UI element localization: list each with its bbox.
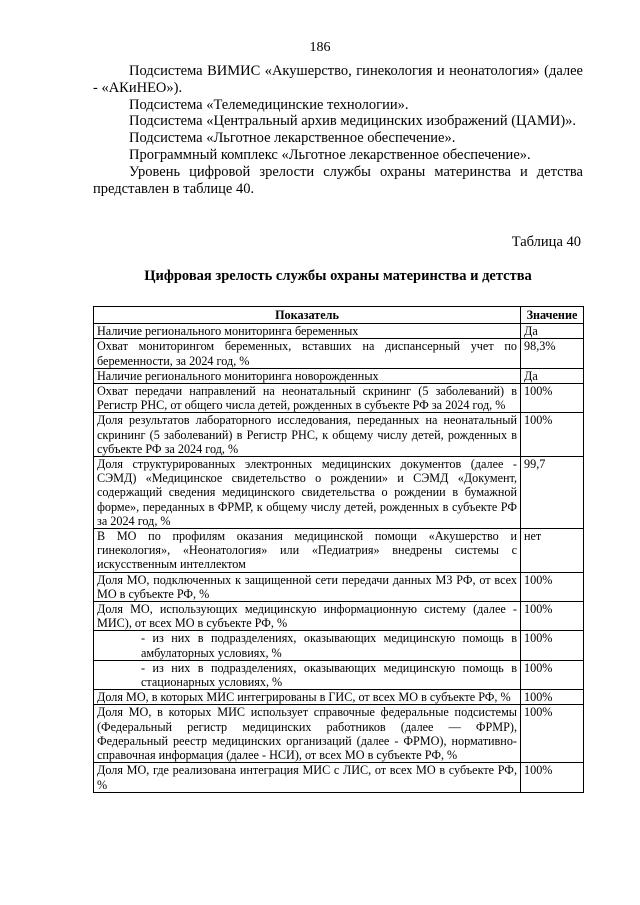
table-row [94,602,584,631]
indicator-text: Доля МО, в которых МИС использует справочные федеральные подсистемы (Федеральный регистр медицинских работников (далее — ФРМР), Федеральный реестр медицинских организаций (далее - ФРМО), нормативно-справочная информация (далее - НСИ), от всех МО в субъекте РФ, % [97,705,517,763]
value-cell: нет [521,529,584,573]
table-row [94,384,584,413]
value-cell: 100% [521,690,584,705]
indicator-cell [94,324,521,339]
indicator-text: - из них в подразделениях, оказывающих медицинскую помощь в стационарных условиях, % [141,660,517,690]
value-cell: 100% [521,413,584,457]
table-row [94,631,584,660]
column-header-value: Значение [521,307,584,324]
table-row [94,690,584,705]
value-cell: 100% [521,763,584,792]
indicator-text: Доля МО, где реализована интеграция МИС с ЛИС, от всех МО в субъекте РФ, % [97,763,517,792]
table-row [94,572,584,601]
indicator-cell [94,660,521,689]
paragraph: Подсистема «Телемедицинские технологии». [129,96,409,113]
indicator-text: Наличие регионального мониторинга новорожденных [97,368,379,383]
indicator-text: В МО по профилям оказания медицинской помощи «Акушерство и гинекология», «Неонатология» или «Педиатрия» внедрены системы с искусственным интеллектом [97,529,517,572]
indicator-cell [94,413,521,457]
page-number: 186 [309,40,331,55]
indicator-cell [94,705,521,763]
indicator-cell [94,602,521,631]
indicator-text: Доля структурированных электронных медицинских документов (далее - СЭМД) «Медицинское свидетельство о рождении» и СЭМД «Документ, содержащий сведения медицинского свидетельства о рождении в бумажной форме», переданных в ФРМР, к общему числу детей, рожденных в субъекте РФ за 2024 год, % [97,457,517,528]
value-cell: 100% [521,631,584,660]
paragraph: Программный комплекс «Льготное лекарственное обеспечение». [129,146,531,163]
intro-text [93,63,583,197]
indicator-text: Наличие регионального мониторинга беременных [97,324,359,339]
value-cell: 100% [521,705,584,763]
indicator-text: Доля МО, подключенных к защищенной сети передачи данных МЗ РФ, от всех МО в субъекте РФ, % [97,572,517,601]
table-body [94,324,584,793]
value-cell: 100% [521,384,584,413]
value-cell: 98,3% [521,339,584,368]
indicator-cell [94,631,521,660]
indicator-cell [94,572,521,601]
value-cell: 100% [521,572,584,601]
table-row [94,413,584,457]
indicator-text: Доля результатов лабораторного исследования, переданных на неонатальный скрининг (5 заболеваний) в Регистр РНС, к общему числу детей, рожденных в субъекте РФ за 2024 год, % [97,413,517,456]
indicator-cell [94,763,521,792]
value-cell: Да [521,368,584,383]
indicator-text: Охват передачи направлений на неонатальный скрининг (5 заболеваний) в Регистр РНС, от общего числа детей, рожденных в субъекте РФ за 2024 год, % [97,384,517,413]
paragraph: Подсистема ВИМИС «Акушерство, гинекология и неонатология» (далее - «АКиНЕО»). [93,63,583,96]
value-cell: 100% [521,660,584,689]
table-caption: Таблица 40 [511,234,581,250]
table-row [94,457,584,529]
table-row [94,368,584,383]
indicator-cell [94,368,521,383]
value-cell: Да [521,324,584,339]
table-row [94,660,584,689]
table-row [94,763,584,792]
value-cell: 100% [521,602,584,631]
value-cell: 99,7 [521,457,584,529]
table-title: Цифровая зрелость службы охраны материнства и детства [144,268,532,284]
column-header-indicator: Показатель [94,307,521,324]
table-row [94,324,584,339]
indicator-cell [94,529,521,573]
indicator-text: Доля МО, в которых МИС интегрированы в ГИС, от всех МО в субъекте РФ, % [97,690,511,705]
maturity-table [93,306,584,793]
indicator-cell [94,384,521,413]
paragraph: Уровень цифровой зрелости службы охраны материнства и детства представлен в таблице 40. [93,163,583,197]
paragraph: Подсистема «Льготное лекарственное обеспечение». [129,130,456,147]
paragraph: Подсистема «Центральный архив медицинских изображений (ЦАМИ)». [129,113,577,130]
indicator-cell [94,457,521,529]
table-row [94,339,584,368]
table-header-row [94,307,584,324]
indicator-cell [94,690,521,705]
table-row [94,705,584,763]
indicator-text: - из них в подразделениях, оказывающих медицинскую помощь в амбулаторных условиях, % [141,631,517,660]
indicator-text: Охват мониторингом беременных, вставших на диспансерный учет по беременности, за 2024 год, % [97,339,517,368]
indicator-cell [94,339,521,368]
indicator-text: Доля МО, использующих медицинскую информационную систему (далее - МИС), от всех МО в субъекте РФ, % [97,602,517,631]
table-row [94,529,584,573]
